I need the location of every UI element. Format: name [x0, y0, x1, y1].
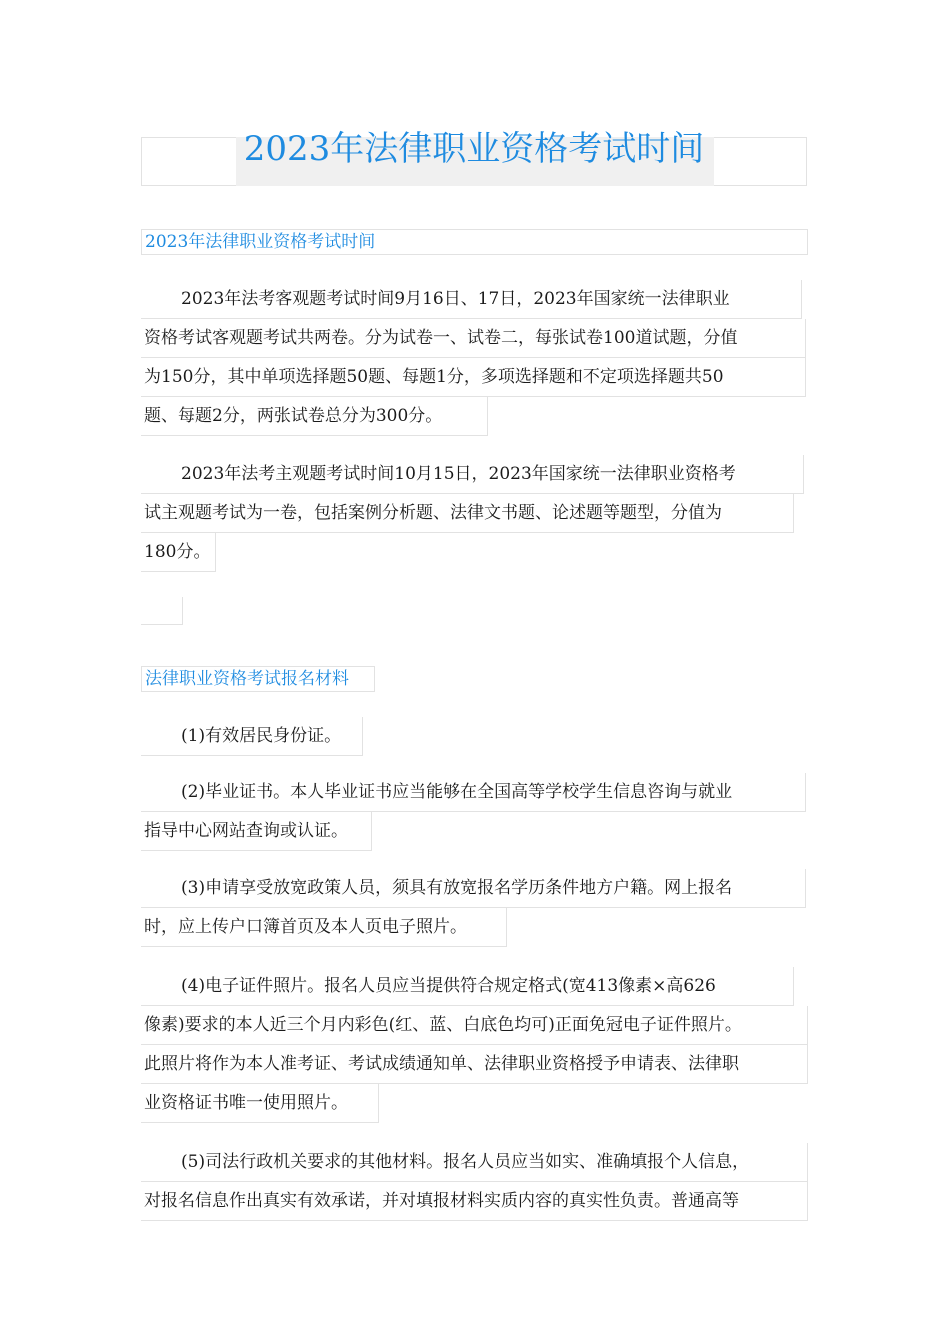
text-line: (3)申请享受放宽政策人员，须具有放宽报名学历条件地方户籍。网上报名	[141, 869, 806, 908]
text-line: (4)电子证件照片。报名人员应当提供符合规定格式(宽413像素×高626	[141, 967, 794, 1006]
text-line: 业资格证书唯一使用照片。	[141, 1084, 379, 1123]
material-item-3	[141, 869, 808, 947]
text-line: 试主观题考试为一卷，包括案例分析题、法律文书题、论述题等题型，分值为	[141, 494, 794, 533]
section-heading-exam-time: 2023年法律职业资格考试时间	[141, 229, 808, 255]
text-line: (5)司法行政机关要求的其他材料。报名人员应当如实、准确填报个人信息，	[141, 1143, 808, 1182]
text-line: 此照片将作为本人准考证、考试成绩通知单、法律职业资格授予申请表、法律职	[141, 1045, 808, 1084]
text-line: 2023年法考主观题考试时间10月15日，2023年国家统一法律职业资格考	[141, 455, 804, 494]
material-item-4	[141, 967, 808, 1123]
text-line: 180分。	[141, 533, 216, 572]
text-line: 对报名信息作出真实有效承诺，并对填报材料实质内容的真实性负责。普通高等	[141, 1182, 808, 1221]
material-item-5	[141, 1143, 808, 1221]
text-line: (2)毕业证书。本人毕业证书应当能够在全国高等学校学生信息咨询与就业	[141, 773, 806, 812]
section-heading-materials: 法律职业资格考试报名材料	[141, 666, 375, 692]
material-item-1	[141, 717, 808, 756]
material-item-2	[141, 773, 808, 851]
text-line: 资格考试客观题考试共两卷。分为试卷一、试卷二，每张试卷100道试题，分值	[141, 319, 806, 358]
text-line: (1)有效居民身份证。	[141, 717, 363, 756]
paragraph-subjective-exam	[141, 455, 808, 572]
text-line: 为150分，其中单项选择题50题、每题1分，多项选择题和不定项选择题共50	[141, 358, 806, 397]
text-line: 2023年法考客观题考试时间9月16日、17日，2023年国家统一法律职业	[141, 280, 802, 319]
paragraph-objective-exam	[141, 280, 808, 436]
text-line: 像素)要求的本人近三个月内彩色(红、蓝、白底色均可)正面免冠电子证件照片。	[141, 1006, 808, 1045]
text-line: 时，应上传户口簿首页及本人页电子照片。	[141, 908, 507, 947]
page-title: 2023年法律职业资格考试时间	[243, 129, 705, 169]
text-line: 题、每题2分，两张试卷总分为300分。	[141, 397, 488, 436]
text-line: 指导中心网站查询或认证。	[141, 812, 372, 851]
empty-paragraph	[141, 597, 183, 625]
